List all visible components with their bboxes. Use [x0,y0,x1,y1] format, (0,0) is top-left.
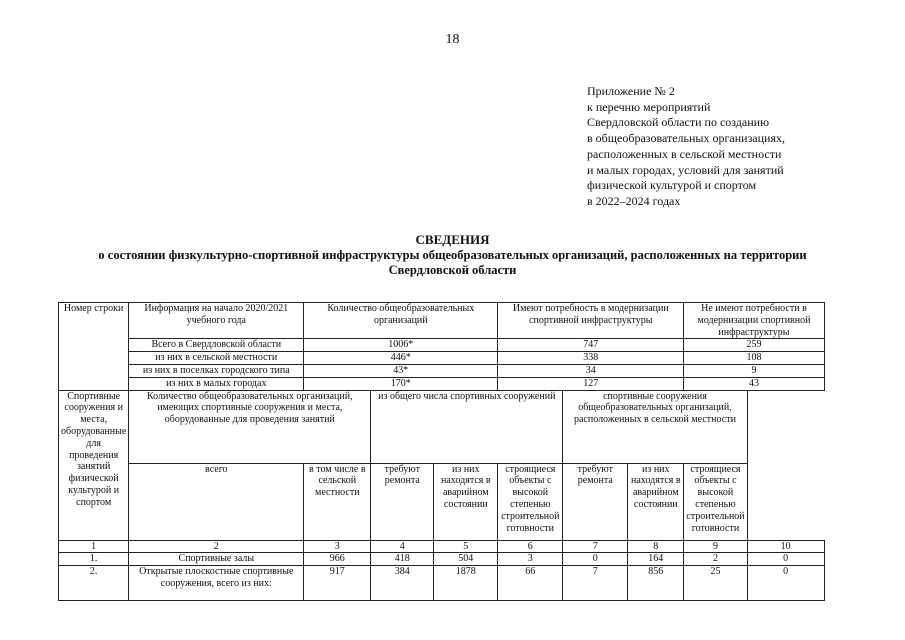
sub-rural-incl: в том числе в сельской местности [304,463,371,540]
column-number: 7 [563,540,628,553]
appendix-note [587,84,785,210]
group-header-row [59,390,825,463]
appendix-line: в 2022–2024 годах [587,193,681,208]
summary-row [59,377,825,390]
header-row-number: Номер строки [59,303,129,391]
cell-total: 966 [304,553,371,566]
cell-construction: 0 [563,553,628,566]
column-number: 8 [628,540,684,553]
cell-repair-rural: 164 [628,553,684,566]
cell-emergency-rural: 2 [684,553,747,566]
appendix-line: и малых городах, условий для занятий [587,162,784,177]
summary-count: 170* [304,377,498,390]
column-number: 4 [371,540,434,553]
infrastructure-table [58,302,825,601]
group-of-total: из общего числа спортивных сооружений [371,390,563,463]
summary-count: 1006* [304,339,498,352]
sub-header-row [59,463,825,540]
group-facilities: Спортивные сооружения и места, оборудованные для проведения занятий физической культурой и спортом [59,390,129,540]
document-subtitle-region: Свердловской области [388,263,517,277]
sub-emergency: из них находятся в аварийном состоянии [434,463,498,540]
sub-repair: требуют ремонта [371,463,434,540]
document-title: СВЕДЕНИЯ [415,232,490,247]
cell-repair: 1878 [434,566,498,601]
summary-row [59,364,825,377]
appendix-line: расположенных в сельской местности [587,146,782,161]
appendix-line: в общеобразовательных организациях, [587,131,785,146]
summary-need: 338 [498,352,684,365]
header-no-need: Не имеют потребности в модернизации спортивной инфраструктуры [684,303,824,339]
column-number: 10 [747,540,824,553]
sub-repair-rural: требуют ремонта [563,463,628,540]
group-rural: спортивные сооружения общеобразовательных организаций, расположенных в сельской местности [563,390,747,463]
cell-emergency-rural: 25 [684,566,747,601]
summary-label: из них в сельской местности [129,352,304,365]
appendix-line: к перечню мероприятий [587,99,711,114]
column-number: 6 [498,540,563,553]
document-subtitle: о состоянии физкультурно-спортивной инфраструктуры общеобразовательных организаций, расположенных на территории [98,248,807,262]
header-row [59,303,825,339]
page-number: 18 [445,32,460,47]
summary-no-need: 108 [684,352,824,365]
summary-count: 43* [304,364,498,377]
summary-label: из них в поселках городского типа [129,364,304,377]
table-row [59,566,825,601]
cell-repair-rural: 856 [628,566,684,601]
summary-no-need: 259 [684,339,824,352]
cell-emergency: 66 [498,566,563,601]
column-number: 1 [59,540,129,553]
sub-construction: строящиеся объекты с высокой степенью строительной готовности [498,463,563,540]
cell-construction: 7 [563,566,628,601]
group-org-count: Количество общеобразовательных организаций, имеющих спортивные сооружения и места, оборудованные для проведения занятий [129,390,371,463]
sub-total: всего [129,463,304,540]
facility-name: Открытые плоскостные спортивные сооружения, всего из них: [129,566,304,601]
cell-rural: 418 [371,553,434,566]
summary-label: Всего в Свердловской области [129,339,304,352]
header-info: Информация на начало 2020/2021 учебного года [129,303,304,339]
table-row [59,553,825,566]
sub-emergency-rural: из них находятся в аварийном состоянии [628,463,684,540]
facility-name: Спортивные залы [129,553,304,566]
summary-no-need: 9 [684,364,824,377]
appendix-line: Свердловской области по созданию [587,115,770,130]
summary-count: 446* [304,352,498,365]
summary-need: 747 [498,339,684,352]
column-number-row [59,540,825,553]
appendix-line: Приложение № 2 [587,84,675,98]
header-need: Имеют потребность в модернизации спортивной инфраструктуры [498,303,684,339]
row-number: 1. [59,553,129,566]
cell-construction-rural: 0 [747,553,824,566]
column-number: 3 [304,540,371,553]
row-number: 2. [59,566,129,601]
cell-rural: 384 [371,566,434,601]
summary-no-need: 43 [684,377,824,390]
header-count: Количество общеобразовательных организаций [304,303,498,339]
summary-need: 127 [498,377,684,390]
summary-label: из них в малых городах [129,377,304,390]
appendix-line: физической культурой и спортом [587,178,757,193]
cell-repair: 504 [434,553,498,566]
column-number: 5 [434,540,498,553]
cell-total: 917 [304,566,371,601]
column-number: 2 [129,540,304,553]
summary-need: 34 [498,364,684,377]
summary-row [59,339,825,352]
summary-row [59,352,825,365]
cell-emergency: 3 [498,553,563,566]
column-number: 9 [684,540,747,553]
sub-construction-rural: строящиеся объекты с высокой степенью строительной готовности [684,463,747,540]
cell-construction-rural: 0 [747,566,824,601]
